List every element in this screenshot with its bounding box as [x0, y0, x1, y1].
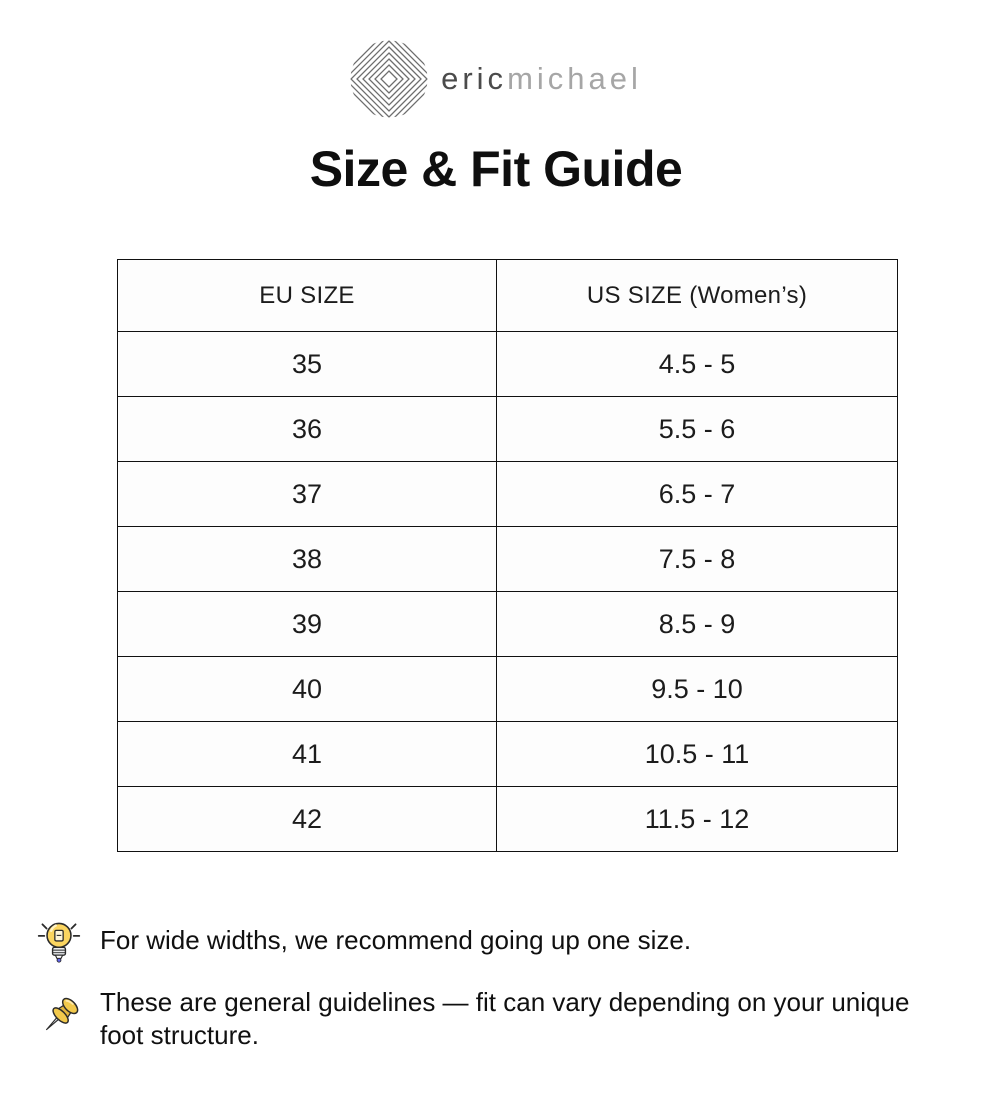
note-text-line: foot structure. [100, 1020, 259, 1050]
us-size-cell: 6.5 - 7 [497, 462, 898, 527]
lightbulb-icon [33, 912, 85, 968]
eu-size-cell: 42 [118, 787, 497, 852]
diamond-pattern-icon [350, 40, 428, 118]
us-size-cell: 9.5 - 10 [497, 657, 898, 722]
table-row [118, 657, 898, 722]
table-row [118, 722, 898, 787]
table-row [118, 527, 898, 592]
us-size-cell: 10.5 - 11 [497, 722, 898, 787]
brand-logo [0, 40, 992, 118]
table-row [118, 462, 898, 527]
page-title: Size & Fit Guide [309, 141, 683, 197]
eu-size-cell: 35 [118, 332, 497, 397]
table-row [118, 787, 898, 852]
brand-name-secondary: michael [507, 61, 642, 96]
note-text-line: These are general guidelines — fit can vary depending on your unique [100, 987, 910, 1017]
brand-name [441, 61, 642, 97]
size-chart-table [117, 259, 898, 852]
eu-size-cell: 38 [118, 527, 497, 592]
us-size-cell: 8.5 - 9 [497, 592, 898, 657]
table-header-row [118, 260, 898, 332]
us-size-cell: 11.5 - 12 [497, 787, 898, 852]
eu-size-header: EU SIZE [118, 260, 497, 332]
eu-size-cell: 37 [118, 462, 497, 527]
note-text-block [85, 986, 909, 1052]
note-text: For wide widths, we recommend going up one size. [100, 924, 692, 955]
note-general-guidelines [33, 986, 909, 1052]
us-size-cell: 5.5 - 6 [497, 397, 898, 462]
table-row [118, 332, 898, 397]
table-row [118, 592, 898, 657]
brand-name-primary: eric [441, 61, 508, 96]
us-size-header: US SIZE (Women’s) [497, 260, 898, 332]
eu-size-cell: 39 [118, 592, 497, 657]
note-wide-widths [33, 912, 691, 968]
eu-size-cell: 36 [118, 397, 497, 462]
us-size-cell: 7.5 - 8 [497, 527, 898, 592]
pushpin-icon [33, 991, 85, 1047]
eu-size-cell: 40 [118, 657, 497, 722]
eu-size-cell: 41 [118, 722, 497, 787]
us-size-cell: 4.5 - 5 [497, 332, 898, 397]
table-row [118, 397, 898, 462]
